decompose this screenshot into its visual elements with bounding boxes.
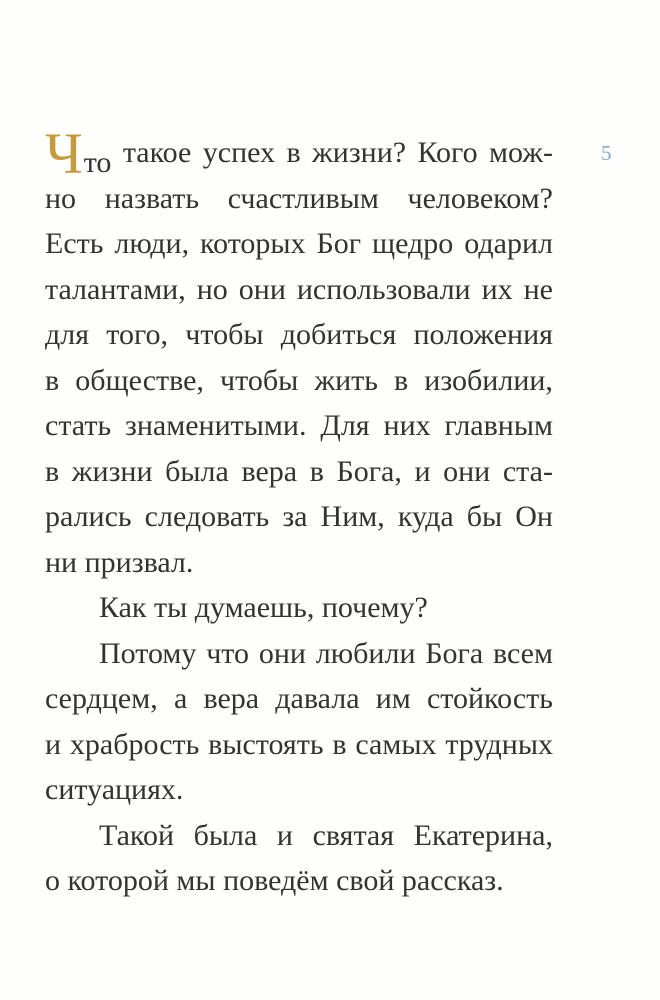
text-word: стойкость xyxy=(426,682,553,715)
text-line xyxy=(45,267,553,313)
text-word: а xyxy=(173,682,188,715)
text-word: Потому xyxy=(99,636,197,670)
drop-cap: Ч xyxy=(45,121,83,186)
text-line xyxy=(45,494,553,540)
text-word: щедро xyxy=(372,227,454,260)
text-word: использовали xyxy=(296,272,471,306)
text-word: храбрость xyxy=(69,727,200,761)
text-line xyxy=(45,121,553,186)
text-word: трудных xyxy=(445,727,553,761)
text-word: Бог xyxy=(316,227,362,260)
text-word: в xyxy=(309,454,324,488)
text-word: чтобы xyxy=(220,363,299,397)
text-word: талантами, xyxy=(45,272,186,306)
text-word: главным xyxy=(444,409,553,442)
text-word: Такой xyxy=(99,818,174,852)
text-line: ситуациях. xyxy=(45,773,184,806)
text-word: люди, xyxy=(114,227,190,260)
text-word: следовать xyxy=(144,500,270,533)
text-word: Что xyxy=(45,121,112,186)
text-line xyxy=(45,676,553,722)
text-word: чтобы xyxy=(185,318,264,351)
text-word: того, xyxy=(106,318,169,351)
text-word: и xyxy=(414,454,431,488)
text-word: назвать xyxy=(104,181,200,215)
text-word: для xyxy=(45,318,90,351)
text-word: счастливым xyxy=(227,181,379,215)
text-line xyxy=(45,449,553,495)
text-word: они xyxy=(443,454,491,488)
text-word: которых xyxy=(200,227,306,260)
text-word: сердцем, xyxy=(45,682,158,715)
text-word: всем xyxy=(492,636,553,670)
text-word: жить xyxy=(314,363,378,397)
text-word: в xyxy=(286,136,301,169)
text-word: такое xyxy=(122,136,192,169)
text-line xyxy=(45,221,553,267)
text-word: в xyxy=(394,363,409,397)
text-word: Кого xyxy=(417,136,478,169)
text-word: человеком? xyxy=(407,181,553,215)
text-word: что xyxy=(206,636,250,670)
text-word: жизни? xyxy=(312,136,407,169)
text-word: но xyxy=(196,272,228,306)
text-line: о которой мы поведём свой рассказ. xyxy=(45,864,504,897)
text-word: вера xyxy=(203,682,260,715)
text-line xyxy=(45,358,553,404)
text-word: в xyxy=(45,454,60,488)
text-word: бы xyxy=(466,500,503,533)
text-word: давала xyxy=(275,682,360,715)
text-line xyxy=(45,176,553,222)
text-word: знаменитыми. xyxy=(125,409,307,442)
text-word: ста- xyxy=(502,454,553,488)
body-text xyxy=(45,121,553,904)
text-word: обществе, xyxy=(75,363,204,397)
text-word: успех xyxy=(202,136,276,169)
text-word: одарил xyxy=(464,227,553,260)
text-word: но xyxy=(45,181,77,215)
text-word: куда xyxy=(397,500,454,533)
text-word: самых xyxy=(355,727,437,761)
text-word: изобилии, xyxy=(424,363,553,397)
text-word: стать xyxy=(45,409,112,442)
text-word: жизни xyxy=(71,454,153,488)
text-word: рались xyxy=(45,500,132,533)
text-line xyxy=(45,631,553,677)
text-word: них xyxy=(383,409,431,442)
text-word: их xyxy=(481,272,513,306)
text-word: была xyxy=(165,454,229,488)
text-word: и xyxy=(45,727,62,761)
text-word: Екатерина, xyxy=(413,818,553,852)
text-word: не xyxy=(523,272,553,306)
text-word: выстоять xyxy=(208,727,324,761)
text-word: Есть xyxy=(45,227,104,260)
text-word: они xyxy=(258,636,306,670)
text-word: Бога, xyxy=(336,454,402,488)
text-line: Как ты думаешь, почему? xyxy=(99,591,428,624)
text-word: Бога xyxy=(425,636,484,670)
text-word: была xyxy=(193,818,258,852)
text-line xyxy=(45,722,553,768)
page-number: 5 xyxy=(601,141,612,165)
text-line: ни призвал. xyxy=(45,545,194,579)
text-line xyxy=(45,312,553,358)
text-line xyxy=(45,403,553,449)
text-word: вера xyxy=(241,454,298,488)
text-word: святая xyxy=(312,818,395,852)
text-word: и xyxy=(276,818,293,852)
text-word: за xyxy=(282,500,308,533)
text-word: любили xyxy=(315,636,416,670)
text-word: положения xyxy=(413,318,553,351)
text-line xyxy=(45,813,553,859)
text-word: добиться xyxy=(280,318,397,351)
text-word: Ним, xyxy=(320,500,385,533)
text-word: в xyxy=(45,363,60,397)
text-word: Он xyxy=(515,500,553,533)
text-word: Для xyxy=(320,409,370,442)
text-word: в xyxy=(332,727,347,761)
text-word: они xyxy=(238,272,286,306)
text-word: мож- xyxy=(489,136,553,169)
text-word: им xyxy=(375,682,411,715)
